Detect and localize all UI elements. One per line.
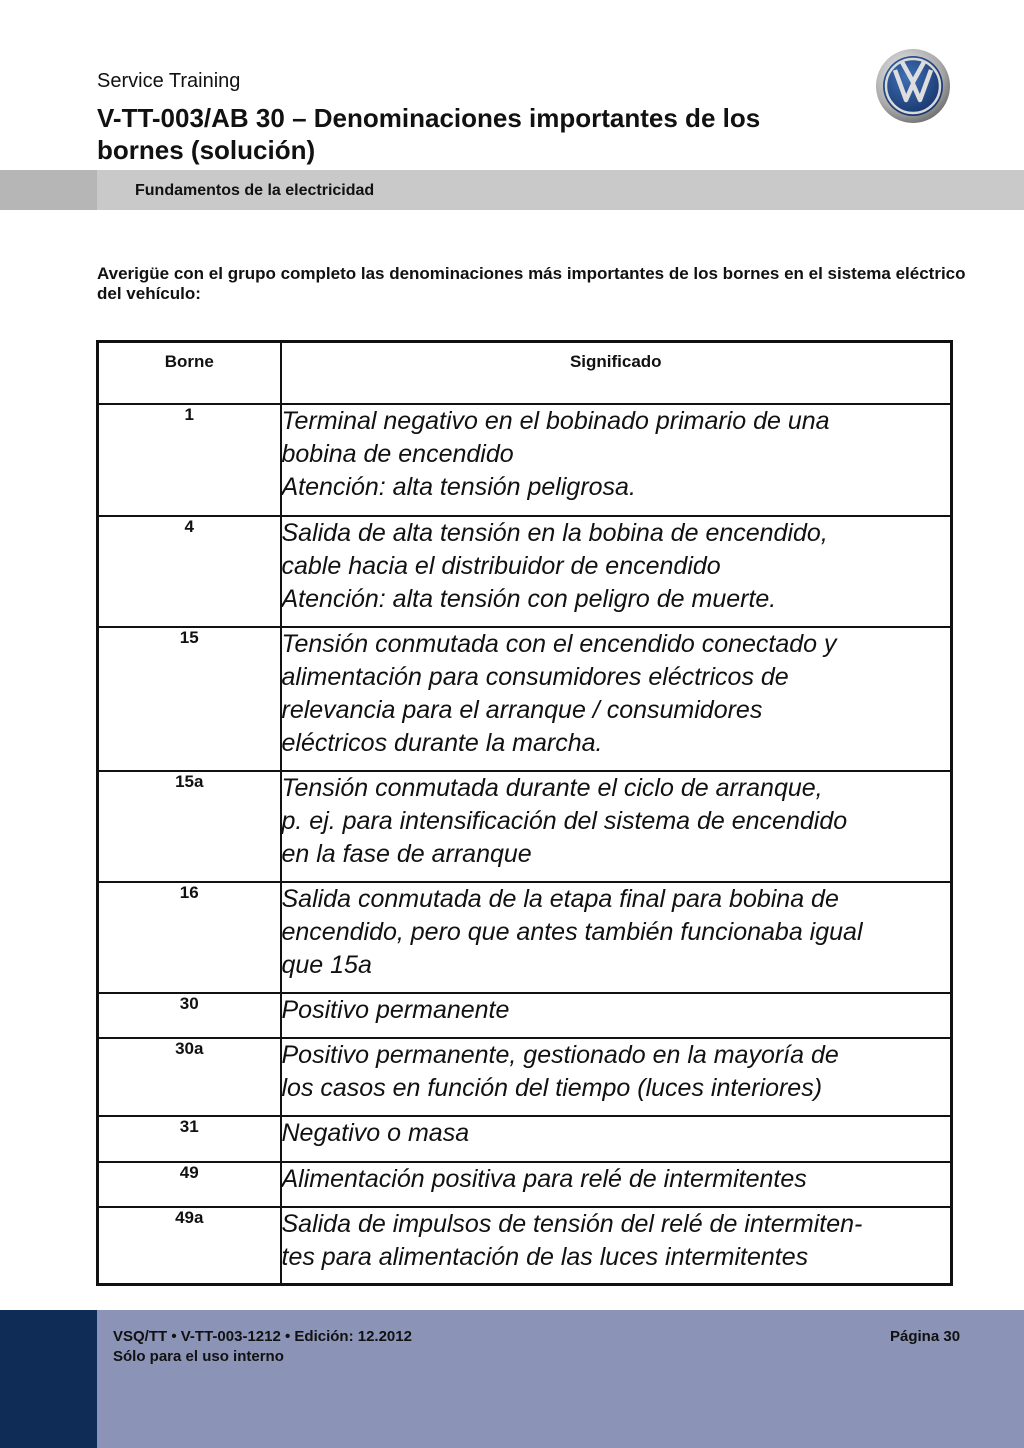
bornes-table	[96, 340, 953, 1286]
table-row	[98, 627, 952, 771]
header-service: Service Training	[97, 70, 241, 92]
footer-internal-use: Sólo para el uso interno	[113, 1348, 284, 1365]
table-row	[98, 1116, 952, 1162]
significado-cell: Salida conmutada de la etapa final para bobina de encendido, pero que antes también funcionaba igual que 15a	[281, 882, 952, 993]
footer-document-info: VSQ/TT • V-TT-003-1212 • Edición: 12.2012	[113, 1328, 412, 1345]
table-row	[98, 1038, 952, 1116]
page-number: Página 30	[890, 1328, 961, 1345]
table-row	[98, 993, 952, 1038]
borne-cell: 49	[98, 1162, 281, 1207]
table-row	[98, 1162, 952, 1207]
header-borne: Borne	[98, 342, 281, 404]
significado-cell: Positivo permanente	[281, 993, 952, 1038]
significado-cell: Tensión conmutada con el encendido conectado y alimentación para consumidores eléctricos de relevancia para el arranque / consumidores eléctricos durante la marcha.	[281, 627, 952, 771]
significado-cell: Tensión conmutada durante el ciclo de arranque, p. ej. para intensificación del sistema de encendido en la fase de arranque	[281, 771, 952, 882]
significado-cell: Salida de impulsos de tensión del relé de intermiten- tes para alimentación de las luces intermitentes	[281, 1207, 952, 1285]
significado-cell: Terminal negativo en el bobinado primario de una bobina de encendido Atención: alta tensión peligrosa.	[281, 404, 952, 516]
table-row	[98, 516, 952, 627]
borne-cell: 49a	[98, 1207, 281, 1285]
borne-cell: 30	[98, 993, 281, 1038]
borne-cell: 1	[98, 404, 281, 516]
significado-cell: Negativo o masa	[281, 1116, 952, 1162]
significado-cell: Salida de alta tensión en la bobina de encendido, cable hacia el distribuidor de encendido Atención: alta tensión con peligro de muerte.	[281, 516, 952, 627]
borne-cell: 15a	[98, 771, 281, 882]
borne-cell: 16	[98, 882, 281, 993]
table-row	[98, 771, 952, 882]
vw-logo-icon	[875, 48, 951, 124]
table-header-row	[98, 342, 952, 404]
borne-cell: 31	[98, 1116, 281, 1162]
significado-cell: Positivo permanente, gestionado en la mayoría de los casos en función del tiempo (luces interiores)	[281, 1038, 952, 1116]
table-row	[98, 882, 952, 993]
table-row	[98, 1207, 952, 1285]
page-title: V-TT-003/AB 30 – Denominaciones importantes de los bornes (solución)	[97, 103, 761, 165]
table-row	[98, 404, 952, 516]
borne-cell: 30a	[98, 1038, 281, 1116]
intro-text: Averigüe con el grupo completo las denominaciones más importantes de los bornes en el sistema eléctrico del vehículo:	[97, 264, 966, 303]
borne-cell: 4	[98, 516, 281, 627]
section-band-block	[0, 170, 97, 210]
significado-cell: Alimentación positiva para relé de intermitentes	[281, 1162, 952, 1207]
borne-cell: 15	[98, 627, 281, 771]
footer-block	[0, 1310, 97, 1448]
section-label: Fundamentos de la electricidad	[135, 182, 375, 199]
header-significado: Significado	[281, 342, 952, 404]
